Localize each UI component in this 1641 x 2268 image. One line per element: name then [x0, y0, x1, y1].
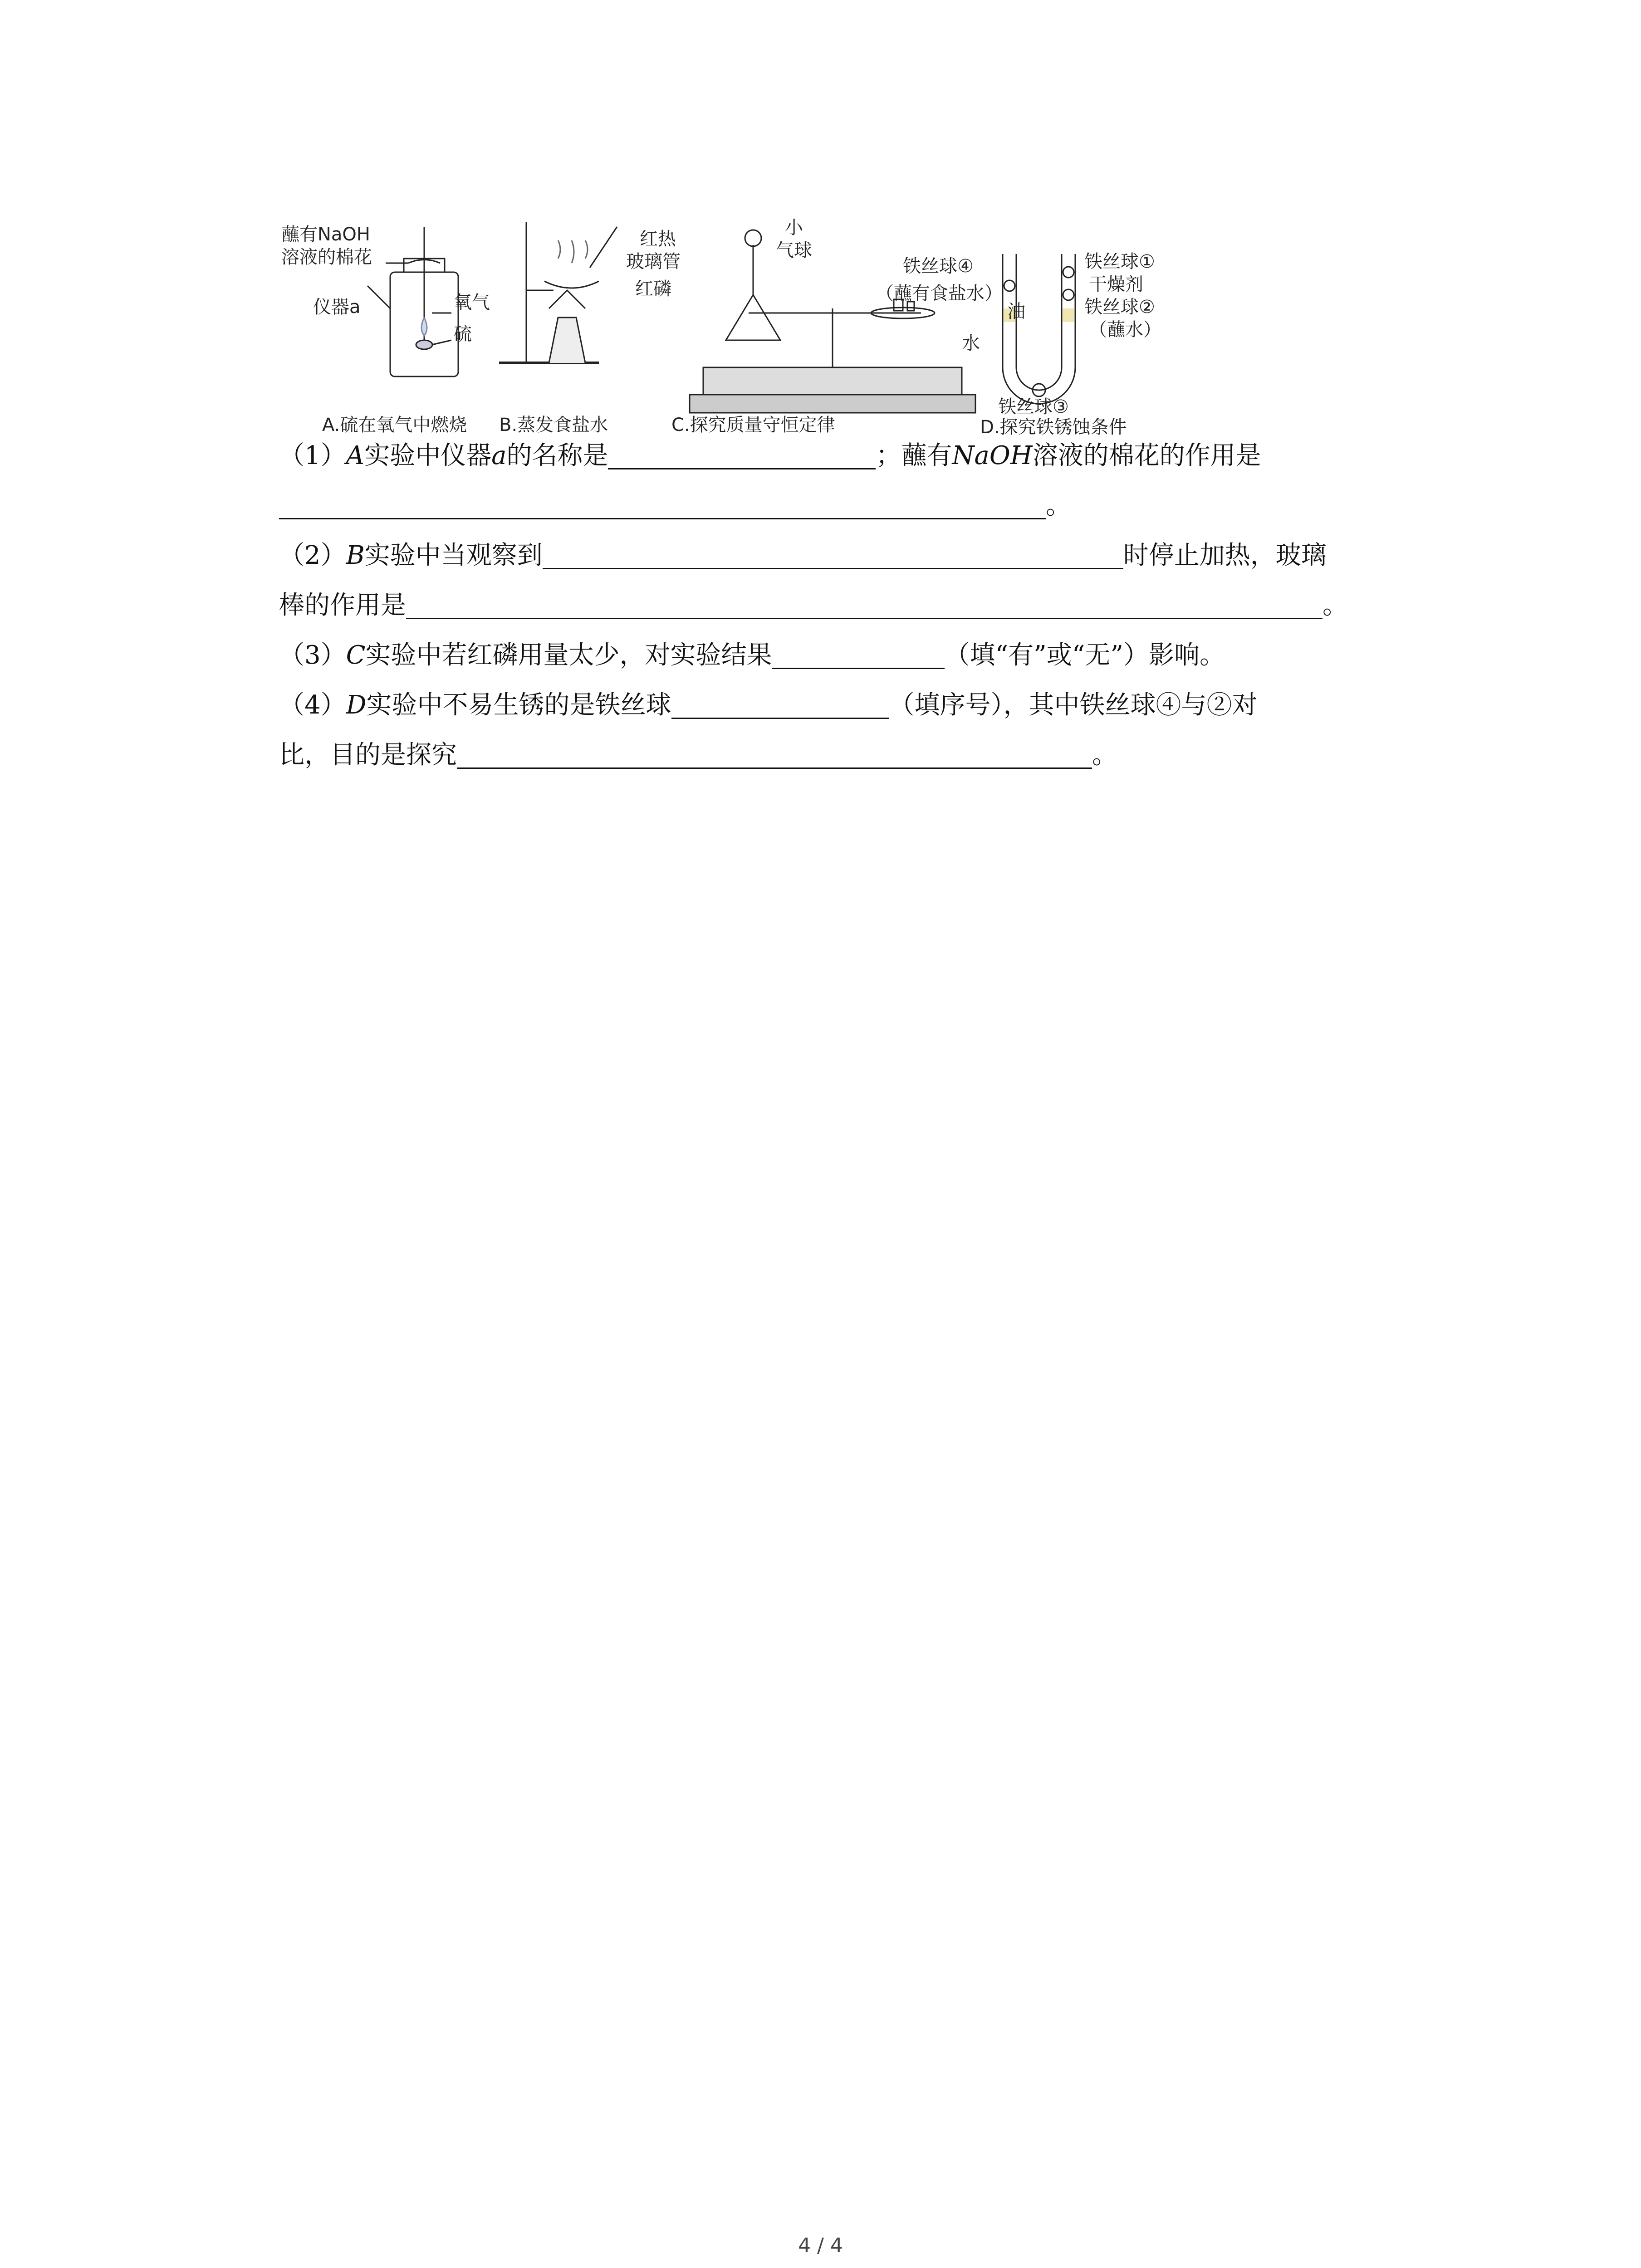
q2-number: （2）: [279, 541, 346, 570]
panel-a-illustration: [367, 227, 458, 376]
q2-text-1: 实验中当观察到: [364, 541, 543, 570]
q4-text-2: （填序号），其中铁丝球④与②对: [889, 690, 1258, 720]
experiment-figure: [272, 218, 1443, 449]
fig-d-label-wet: （蘸水）: [1089, 319, 1161, 340]
q2-end: 。: [1323, 591, 1348, 620]
q1-text-3: ；蘸有: [876, 441, 952, 470]
fig-d-label-ball1: 铁丝球①: [1084, 251, 1155, 272]
q1-text-2: 的名称是: [506, 441, 608, 470]
page-number: 4 / 4: [798, 2234, 843, 2257]
question-2-line-1: [279, 531, 1414, 581]
q1-end: 。: [1046, 491, 1071, 520]
q1-text-4: 溶液的棉花的作用是: [1032, 441, 1261, 470]
q3-var: C: [346, 640, 366, 670]
q4-blank-1[interactable]: [671, 690, 889, 719]
question-1-line-1: [279, 431, 1414, 481]
fig-c-label-balloon-2: 气球: [776, 240, 812, 261]
fig-d-caption: D.探究铁锈蚀条件: [980, 417, 1127, 438]
fig-c-label-hot-2: 玻璃管: [626, 251, 681, 272]
q4-text-3: 比，目的是探究: [279, 740, 457, 770]
q3-text-2: （填“有”或“无”）影响。: [944, 640, 1225, 670]
q4-var: D: [346, 690, 367, 720]
q1-var-a: a: [491, 441, 507, 470]
q3-blank[interactable]: [772, 640, 945, 669]
q1-number: （1）: [279, 441, 346, 470]
q1-blank-1[interactable]: [608, 441, 876, 469]
fig-d-label-salt: （蘸有食盐水）: [876, 283, 1003, 304]
fig-a-caption: A.硫在氧气中燃烧: [322, 415, 467, 435]
q4-text-1: 实验中不易生锈的是铁丝球: [366, 690, 671, 720]
q2-text-3: 棒的作用是: [279, 591, 406, 620]
question-4-line-2: [279, 730, 1414, 780]
q3-text-1: 实验中若红磷用量太少，对实验结果: [365, 640, 772, 670]
fig-a-label-cotton-2: 溶液的棉花: [281, 247, 372, 268]
question-3-line-1: [279, 631, 1414, 680]
fig-c-caption: C.探究质量守恒定律: [671, 415, 835, 435]
fig-d-label-ball4: 铁丝球④: [903, 256, 974, 277]
q2-blank-1[interactable]: [543, 541, 1123, 569]
q1-var-naoh: NaOH: [952, 441, 1033, 470]
fig-d-label-ball2: 铁丝球②: [1084, 297, 1155, 318]
fig-d-label-oil: 油: [1007, 301, 1025, 322]
fig-c-label-balloon-1: 小: [785, 218, 803, 238]
q4-end: 。: [1092, 740, 1117, 770]
fig-d-label-water: 水: [962, 333, 980, 354]
q3-number: （3）: [279, 640, 346, 670]
fig-d-label-desiccant: 干燥剂: [1089, 274, 1143, 295]
fig-a-label-instrument: 仪器a: [313, 297, 361, 318]
q1-var: A: [346, 441, 365, 470]
q2-var: B: [346, 541, 365, 570]
q4-blank-2[interactable]: [457, 740, 1092, 769]
question-1-line-2: [279, 481, 1414, 531]
fig-c-label-hot-1: 红热: [640, 229, 676, 249]
fig-a-label-sulfur: 硫: [454, 324, 472, 345]
fig-c-label-phosphorus: 红磷: [635, 279, 671, 299]
q2-text-2: 时停止加热，玻璃: [1123, 541, 1327, 570]
panel-d-illustration: [1003, 254, 1075, 404]
q1-text-1: 实验中仪器: [364, 441, 492, 470]
fig-a-label-oxygen: 氧气: [454, 292, 490, 313]
q1-blank-2[interactable]: [279, 491, 1046, 519]
panel-b-illustration: [499, 222, 617, 363]
question-4-line-1: [279, 680, 1414, 730]
fig-a-label-cotton-1: 蘸有NaOH: [281, 224, 370, 245]
q2-blank-2[interactable]: [406, 591, 1323, 619]
fig-d-label-ball3: 铁丝球③: [998, 396, 1069, 417]
question-2-line-2: [279, 581, 1414, 631]
q4-number: （4）: [279, 690, 346, 720]
fig-b-caption: B.蒸发食盐水: [499, 415, 608, 435]
